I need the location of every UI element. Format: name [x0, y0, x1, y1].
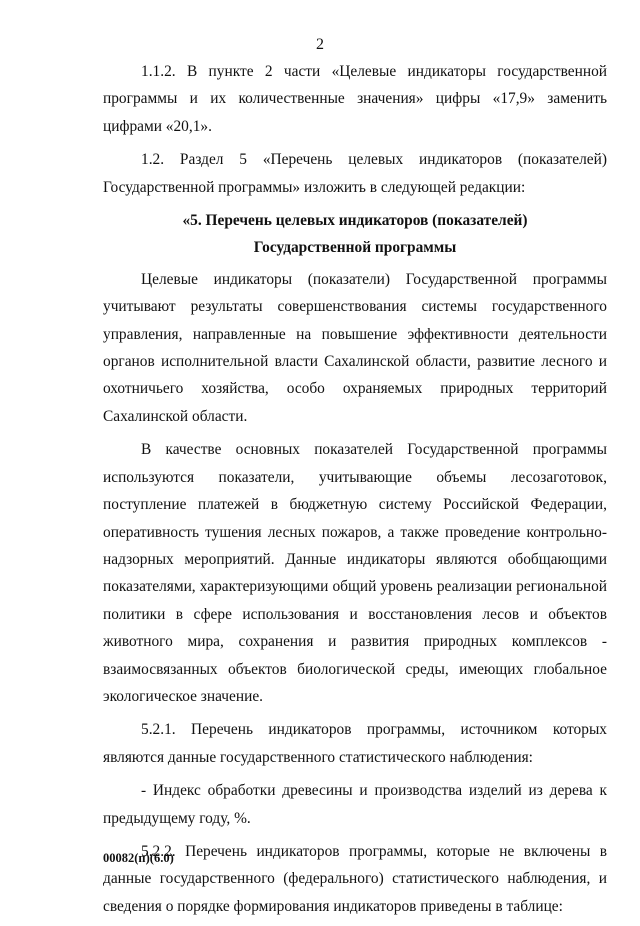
paragraph-1-1-2: 1.1.2. В пункте 2 части «Целевые индикаторы государственной программы и их количественные значения» цифры «17,9» заменить цифрами «20,1».: [103, 63, 607, 135]
list-item-index: - Индекс обработки древесины и производства изделий из дерева к предыдущему году, %.: [103, 782, 607, 827]
document-code: 00082(п)(6.0): [103, 851, 174, 865]
section-heading-line-2: Государственной программы: [253, 239, 457, 257]
body-paragraph-indicators: Целевые индикаторы (показатели) Государственной программы учитывают результаты совершенствования системы государственного управления, направленные на повышение эффективности деятельности органов исполнительной власти Сахалинской области, развитие лесного и охотничьего хозяйства, особо охраняемых природных территорий Сахалинской области.: [103, 270, 607, 425]
body-paragraph-main-indicators: В качестве основных показателей Государственной программы используются показатели, учитывающие объемы лесозаготовок, поступление платежей в бюджетную систему Российской Федерации, оперативность тушения лесных пожаров, а также проведение контрольно-надзорных мероприятий. Данные индикаторы являются обобщающими показателями, характеризующими общий уровень реализации региональной политики в сфере использования и восстановления лесов и объектов животного мира, сохранения и развития природных комплексов - взаимосвязанных объектов биологической среды, имеющих глобальное экологическое значение.: [103, 441, 607, 705]
document-body: [103, 58, 607, 926]
page-number: 2: [316, 36, 324, 53]
paragraph-5-2-1: 5.2.1. Перечень индикаторов программы, источником которых являются данные государственного статистического наблюдения:: [103, 721, 607, 766]
section-heading-line-1: «5. Перечень целевых индикаторов (показателей): [182, 212, 528, 230]
paragraph-5-2-2: 5.2.2. Перечень индикаторов программы, которые не включены в данные государственного (федерального) статистического наблюдения, и сведения о порядке формирования индикаторов приведены в таблице:: [103, 842, 607, 915]
paragraph-1-2: 1.2. Раздел 5 «Перечень целевых индикаторов (показателей) Государственной программы» изложить в следующей редакции:: [103, 151, 607, 196]
